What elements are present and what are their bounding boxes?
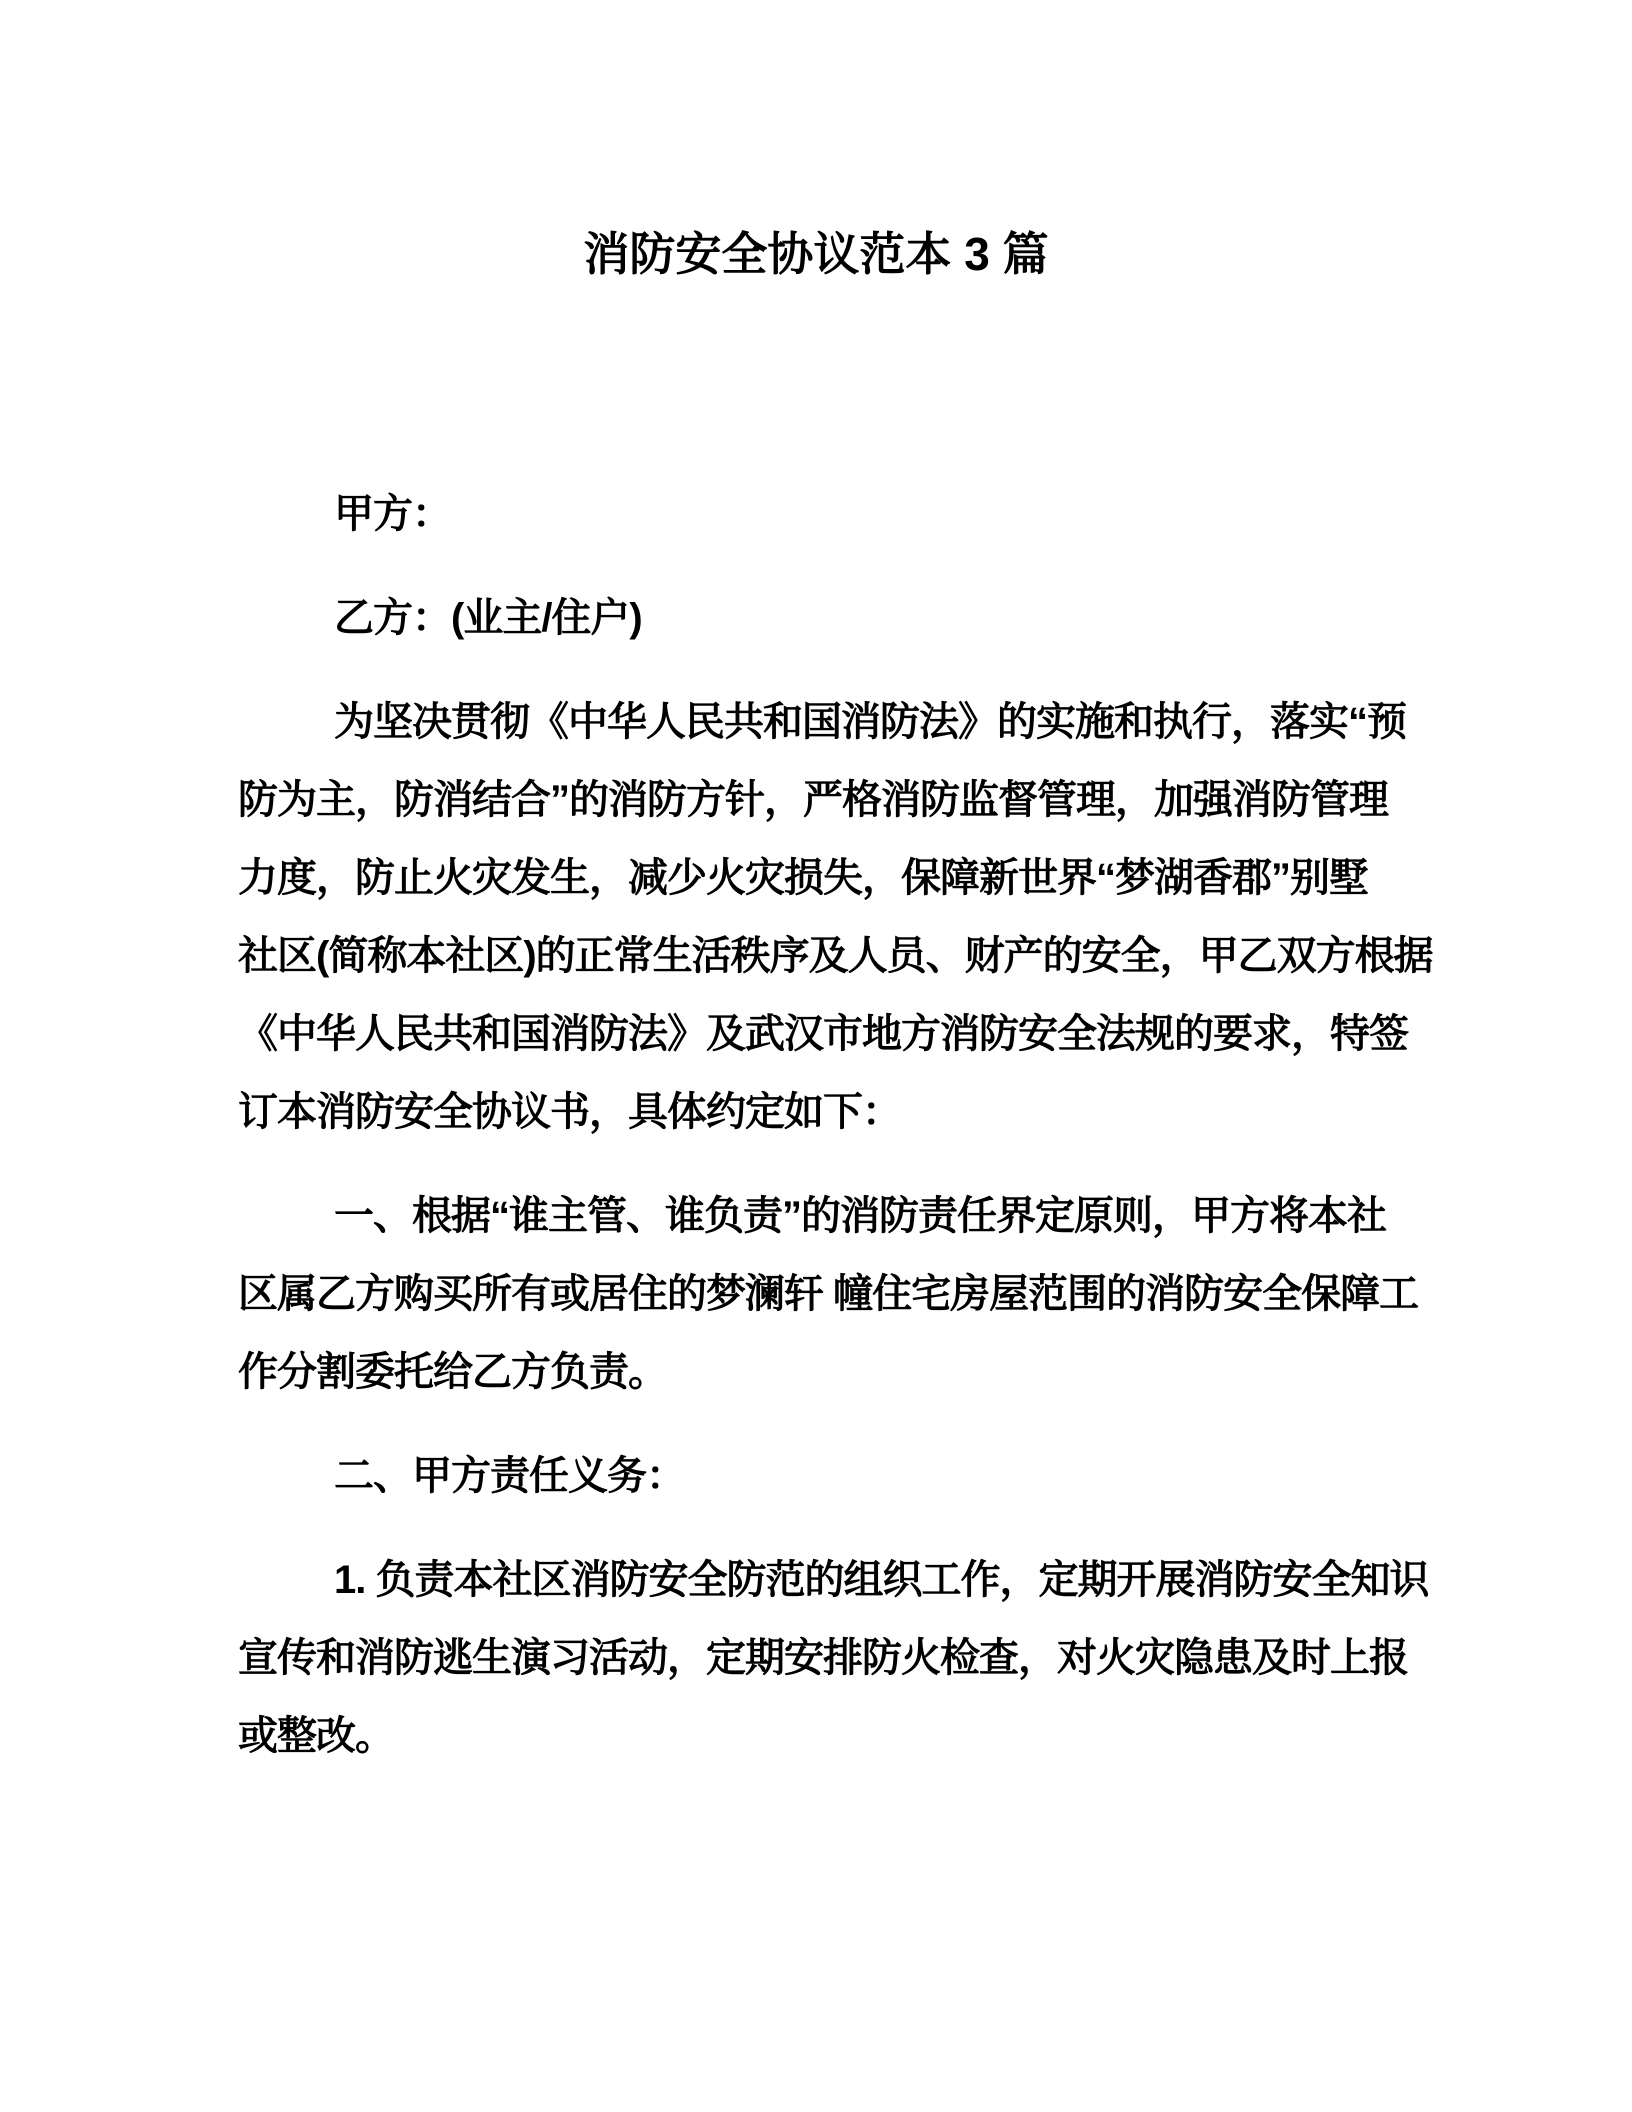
text-line: 二、甲方责任义务： [334, 1454, 685, 1498]
paragraph-clause-2-item-1 [238, 1541, 1429, 1775]
text-line: 社区(简称本社区)的正常生活秩序及人员、财产的安全，甲乙双方根据 [238, 934, 1433, 978]
text-line: 乙方：(业主/住户) [334, 596, 642, 640]
text-line: 宣传和消防逃生演习活动，定期安排防火检查，对火灾隐患及时上报 [238, 1636, 1408, 1680]
text-line: 作分割委托给乙方负责。 [238, 1350, 667, 1394]
paragraph-party-b [238, 579, 1408, 657]
text-line: 力度，防止火灾发生，减少火灾损失，保障新世界“梦湖香郡”别墅 [238, 856, 1368, 900]
text-line: 甲方： [334, 492, 451, 536]
text-line: 一、根据“谁主管、谁负责”的消防责任界定原则，甲方将本社 [334, 1194, 1386, 1238]
text-line: 《中华人民共和国消防法》及武汉市地方消防安全法规的要求，特签 [238, 1012, 1408, 1056]
paragraph-party-a [238, 475, 1408, 553]
text-line: 1. 负责本社区消防安全防范的组织工作，定期开展消防安全知识 [334, 1558, 1429, 1602]
text-line: 为坚决贯彻《中华人民共和国消防法》的实施和执行，落实“预 [334, 700, 1406, 744]
paragraph-clause-2-heading [238, 1437, 1408, 1515]
document-body [238, 475, 1433, 1775]
text-line: 区属乙方购买所有或居住的梦澜轩 幢住宅房屋范围的消防安全保障工 [238, 1272, 1419, 1316]
text-line: 订本消防安全协议书，具体约定如下： [238, 1090, 901, 1134]
paragraph-clause-1 [238, 1177, 1419, 1411]
text-line: 防为主，防消结合”的消防方针，严格消防监督管理，加强消防管理 [238, 778, 1388, 822]
paragraph-preamble [238, 683, 1433, 1151]
page-title: 消防安全协议范本 3 篇 [583, 228, 1049, 280]
text-line: 或整改。 [238, 1714, 394, 1758]
